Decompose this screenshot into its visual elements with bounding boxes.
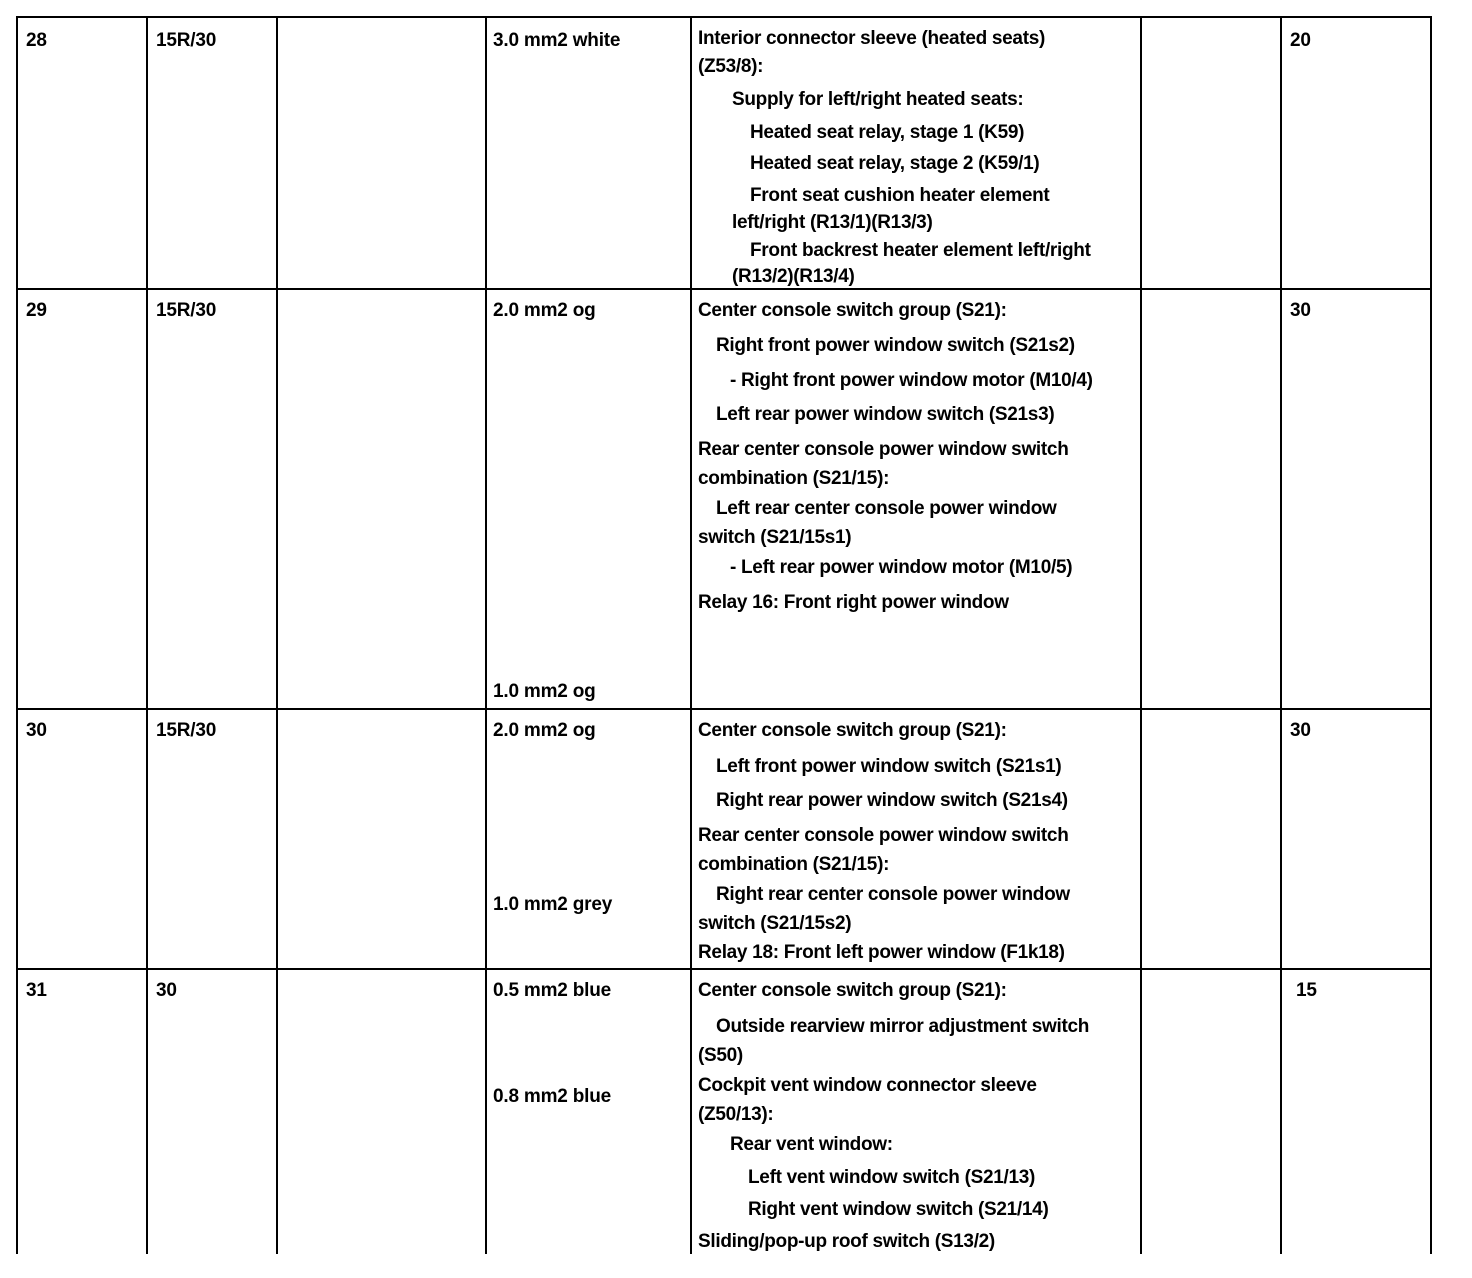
fuse-number: 28 [26,30,47,51]
cell-description [692,970,1142,1254]
desc-line: Cockpit vent window connector sleeve [698,1075,1037,1096]
cell-amps [1282,290,1432,708]
wire-spec: 2.0 mm2 og [493,300,596,321]
desc-line: (Z53/8): [698,56,764,77]
cell-description [692,710,1142,968]
desc-line: left/right (R13/1)(R13/3) [732,212,933,233]
desc-line: Left front power window switch (S21s1) [716,756,1062,777]
cell-fuse-number [18,970,148,1254]
cell-col6 [1142,290,1282,708]
wire-spec: 2.0 mm2 og [493,720,596,741]
desc-line: Relay 18: Front left power window (F1k18) [698,942,1065,963]
desc-line: - Left rear power window motor (M10/5) [730,557,1073,578]
desc-line: (R13/2)(R13/4) [732,266,855,287]
cell-col6 [1142,710,1282,968]
desc-line: Right rear power window switch (S21s4) [716,790,1068,811]
cell-description [692,18,1142,288]
desc-line: Supply for left/right heated seats: [732,89,1024,110]
desc-line: combination (S21/15): [698,468,890,489]
fuse-type: 15R/30 [156,720,217,741]
desc-line: Center console switch group (S21): [698,300,1007,321]
wire-spec: 1.0 mm2 og [493,681,596,702]
cell-fuse-number [18,18,148,288]
desc-line: Center console switch group (S21): [698,980,1007,1001]
table-row [18,18,1432,290]
cell-fuse-type [148,18,278,288]
desc-line: Left rear center console power window [716,498,1057,519]
desc-line: Outside rearview mirror adjustment switch [716,1016,1090,1037]
desc-line: Front backrest heater element left/right [750,240,1091,261]
desc-line: switch (S21/15s2) [698,913,852,934]
fuse-type: 15R/30 [156,300,217,321]
fuse-amperage: 15 [1296,980,1317,1001]
desc-line: Sliding/pop-up roof switch (S13/2) [698,1231,995,1252]
cell-wire [487,18,692,288]
cell-fuse-number [18,290,148,708]
wire-spec: 1.0 mm2 grey [493,894,613,915]
cell-col3 [278,970,487,1254]
desc-line: Heated seat relay, stage 2 (K59/1) [750,153,1040,174]
fuse-table [16,16,1432,1254]
desc-line: switch (S21/15s1) [698,527,852,548]
cell-wire [487,290,692,708]
desc-line: Left vent window switch (S21/13) [748,1167,1036,1188]
desc-line: Right rear center console power window [716,884,1070,905]
cell-col3 [278,18,487,288]
cell-fuse-number [18,710,148,968]
fuse-number: 30 [26,720,47,741]
table-row [18,970,1432,1254]
desc-line: Center console switch group (S21): [698,720,1007,741]
cell-wire [487,970,692,1254]
desc-line: Interior connector sleeve (heated seats) [698,28,1046,49]
cell-col6 [1142,970,1282,1254]
cell-fuse-type [148,290,278,708]
fuse-amperage: 20 [1290,30,1311,51]
desc-line: Rear vent window: [730,1134,893,1155]
desc-line: Right vent window switch (S21/14) [748,1199,1049,1220]
wire-spec: 3.0 mm2 white [493,30,621,51]
cell-col6 [1142,18,1282,288]
cell-fuse-type [148,710,278,968]
desc-line: Rear center console power window switch [698,439,1069,460]
fuse-type: 30 [156,980,177,1001]
cell-col3 [278,710,487,968]
desc-line: Relay 16: Front right power window [698,592,1009,613]
fuse-number: 29 [26,300,47,321]
desc-line: (S50) [698,1045,743,1066]
fuse-amperage: 30 [1290,300,1311,321]
fuse-amperage: 30 [1290,720,1311,741]
desc-line: (Z50/13): [698,1104,774,1125]
cell-amps [1282,710,1432,968]
cell-amps [1282,18,1432,288]
cell-description [692,290,1142,708]
cell-amps [1282,970,1432,1254]
table-row [18,290,1432,710]
fuse-type: 15R/30 [156,30,217,51]
cell-wire [487,710,692,968]
fuse-number: 31 [26,980,47,1001]
desc-line: Right front power window switch (S21s2) [716,335,1075,356]
desc-line: - Right front power window motor (M10/4) [730,370,1093,391]
cell-col3 [278,290,487,708]
wire-spec: 0.5 mm2 blue [493,980,611,1001]
desc-line: Front seat cushion heater element [750,185,1050,206]
wire-spec: 0.8 mm2 blue [493,1086,611,1107]
desc-line: Left rear power window switch (S21s3) [716,404,1055,425]
desc-line: Rear center console power window switch [698,825,1069,846]
desc-line: Heated seat relay, stage 1 (K59) [750,122,1025,143]
table-row [18,710,1432,970]
desc-line: combination (S21/15): [698,854,890,875]
cell-fuse-type [148,970,278,1254]
